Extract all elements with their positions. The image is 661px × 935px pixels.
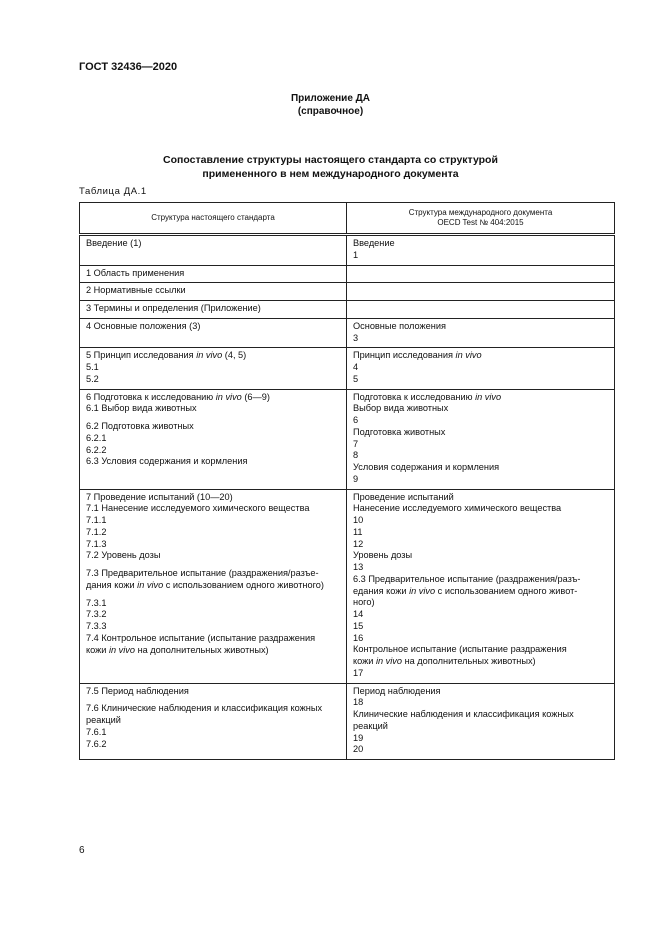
cell-line: 7.4 Контрольное испытание (испытание раздражения	[86, 632, 316, 643]
cell-line: дания кожи in vivo с использованием одного животного)	[86, 579, 324, 590]
cell-line: 10	[353, 515, 364, 525]
cell-line: Контрольное испытание (испытание раздражения	[353, 644, 567, 655]
table-row	[80, 683, 615, 760]
cell-international-structure	[347, 318, 615, 348]
cell-line: кожи in vivo на дополнительных животных)	[86, 644, 269, 655]
cell-line: 7.1 Нанесение исследуемого химического вещества	[86, 503, 310, 514]
cell-line: Клинические наблюдения и классификация кожных	[353, 709, 574, 719]
cell-line: 7.6 Клинические наблюдения и классификация кожных	[86, 703, 323, 714]
cell-standard-structure	[80, 301, 347, 319]
cell-international-structure	[347, 265, 615, 283]
cell-standard-structure	[80, 348, 347, 389]
cell-international-structure	[347, 301, 615, 319]
cell-line: 7.6.1	[86, 726, 107, 737]
col2-header-line-1: Структура международного документа	[408, 208, 553, 217]
cell-line: реакций	[353, 720, 388, 731]
cell-line: 2 Нормативные ссылки	[86, 285, 186, 296]
cell-line: ного)	[353, 597, 375, 608]
standard-number: ГОСТ 32436—2020	[79, 61, 178, 73]
table-row	[80, 348, 615, 389]
cell-line: 7.3.3	[86, 621, 107, 631]
cell-line: 7.1.1	[86, 515, 107, 525]
cell-line: Основные положения	[353, 320, 446, 331]
cell-line: 9	[353, 473, 359, 484]
appendix-title: Приложение ДА	[290, 93, 371, 104]
appendix-subtitle: (справочное)	[297, 106, 364, 117]
cell-line: 8	[353, 450, 359, 461]
comparison-table	[79, 202, 615, 760]
cell-line: 6.1 Выбор вида животных	[86, 403, 197, 414]
cell-line: 11	[353, 526, 363, 537]
cell-line: 4	[353, 362, 359, 372]
col2-header-line-2: OECD Test № 404:2015	[437, 218, 524, 227]
table-row	[80, 301, 615, 319]
cell-line: Уровень дозы	[353, 550, 413, 561]
cell-international-structure	[347, 389, 615, 489]
table-row	[80, 235, 615, 266]
cell-line: Принцип исследования in vivo	[353, 350, 482, 361]
cell-line: 3 Термины и определения (Приложение)	[86, 303, 261, 313]
cell-line: Выбор вида животных	[353, 403, 449, 414]
document-title-line-1: Сопоставление структуры настоящего стандарта со структурой	[163, 154, 498, 166]
cell-line: 17	[353, 667, 364, 678]
cell-line: 7.1.3	[86, 538, 107, 549]
cell-line: 18	[353, 697, 364, 708]
cell-line: 5	[353, 373, 359, 384]
cell-line: 19	[353, 732, 364, 743]
cell-line: реакций	[86, 715, 121, 725]
cell-international-structure	[347, 683, 615, 760]
cell-line: Подготовка животных	[353, 426, 446, 437]
cell-international-structure	[347, 489, 615, 683]
cell-line: 1 Область применения	[86, 267, 185, 278]
cell-line: едания кожи in vivo с использованием одного живот-	[353, 585, 578, 596]
cell-line: 1	[353, 249, 359, 260]
table-header-row	[80, 203, 615, 235]
cell-line: 3	[353, 332, 359, 343]
cell-line: Введение (1)	[86, 238, 142, 248]
cell-line: 5 Принцип исследования in vivo (4, 5)	[86, 350, 247, 361]
cell-line: 4 Основные положения (3)	[86, 320, 201, 331]
document-title	[0, 153, 661, 181]
cell-line: 7.6.2	[86, 738, 107, 749]
cell-line: 7	[353, 438, 359, 449]
cell-line: Условия содержания и кормления	[353, 462, 500, 472]
table-label: Таблица ДА.1	[79, 186, 147, 197]
table-row	[80, 318, 615, 348]
cell-line: 6.2.2	[86, 444, 107, 455]
cell-line: 7.1.2	[86, 526, 107, 537]
cell-standard-structure	[80, 489, 347, 683]
cell-line: 6.2.1	[86, 432, 107, 443]
table-body	[80, 235, 615, 760]
cell-line: 6.3 Условия содержания и кормления	[86, 456, 248, 467]
cell-line: 20	[353, 744, 364, 755]
cell-standard-structure	[80, 265, 347, 283]
cell-line: Проведение испытаний	[353, 491, 454, 502]
cell-standard-structure	[80, 683, 347, 760]
cell-line: 6.3 Предварительное испытание (раздражения/разъ-	[353, 573, 581, 584]
cell-international-structure	[347, 348, 615, 389]
cell-line: кожи in vivo на дополнительных животных)	[353, 656, 536, 666]
cell-line: 5.2	[86, 373, 99, 384]
cell-standard-structure	[80, 283, 347, 301]
cell-line: Период наблюдения	[353, 685, 441, 696]
cell-line: 15	[353, 620, 364, 631]
cell-line: 6 Подготовка к исследованию in vivo (6—9)	[86, 391, 270, 402]
cell-line: 12	[353, 538, 364, 549]
cell-international-structure	[347, 235, 615, 266]
col2-header	[347, 203, 615, 235]
cell-line: 16	[353, 632, 364, 643]
cell-line: Подготовка к исследованию in vivo	[353, 391, 502, 402]
cell-international-structure	[347, 283, 615, 301]
page-number: 6	[79, 845, 85, 856]
cell-line: Введение	[353, 238, 395, 248]
cell-standard-structure	[80, 235, 347, 266]
cell-line: 7.3 Предварительное испытание (раздражения/разъе-	[86, 568, 319, 578]
cell-line: 14	[353, 609, 364, 619]
cell-line: 7.3.1	[86, 597, 107, 608]
cell-line: 13	[353, 562, 364, 572]
table-row	[80, 283, 615, 301]
cell-line: 5.1	[86, 362, 99, 372]
cell-line: Нанесение исследуемого химического вещества	[353, 503, 562, 514]
table-row	[80, 489, 615, 683]
cell-standard-structure	[80, 389, 347, 489]
cell-line: 7.2 Уровень дозы	[86, 550, 161, 561]
cell-line: 7.3.2	[86, 609, 107, 620]
table-row	[80, 265, 615, 283]
table-row	[80, 389, 615, 489]
appendix-heading	[0, 92, 661, 118]
cell-line: 6	[353, 415, 359, 425]
document-title-line-2: примененного в нем международного документа	[202, 168, 459, 180]
cell-line: 7 Проведение испытаний (10—20)	[86, 491, 233, 502]
cell-standard-structure	[80, 318, 347, 348]
cell-line: 6.2 Подготовка животных	[86, 421, 194, 431]
col1-header: Структура настоящего стандарта	[80, 203, 347, 235]
cell-line: 7.5 Период наблюдения	[86, 685, 189, 696]
